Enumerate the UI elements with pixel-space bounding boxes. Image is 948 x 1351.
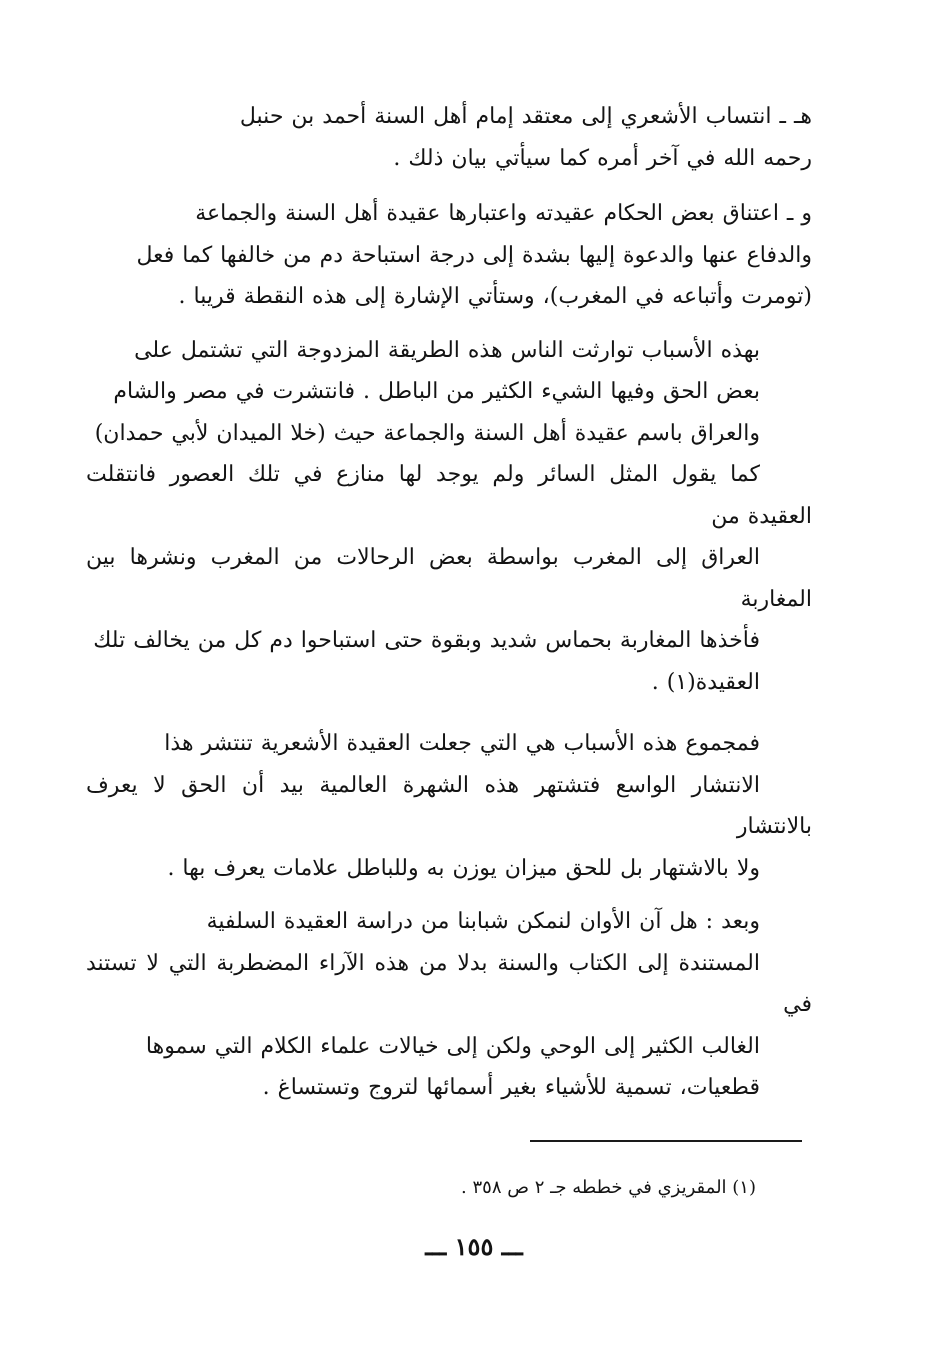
text-line: بعض الحق وفيها الشيء الكثير من الباطل . فانتشرت في مصر والشام <box>113 379 760 404</box>
text-line: رحمه الله في آخر أمره كما سيأتي بيان ذلك . <box>393 145 812 171</box>
text-line: هـ ـ انتساب الأشعري إلى معتقد إمام أهل السنة أحمد بن حنبل <box>239 104 812 129</box>
footnote: (١) المقريزي في خططه جـ ٢ ص ٣٥٨ . <box>461 1177 756 1198</box>
text-line: و ـ اعتناق بعض الحكام عقيدته واعتبارها عقيدة أهل السنة والجماعة <box>195 201 812 226</box>
text-line: وبعد : هل آن الأوان لنمكن شبابنا من دراسة العقيدة السلفية <box>206 909 760 934</box>
text-line: كما يقول المثل السائر ولم يوجد لها منازع في تلك العصور فانتقلت العقيدة من <box>86 462 812 529</box>
text-line: العقيدة(١) . <box>651 669 760 695</box>
text-line: بهذه الأسباب توارثت الناس هذه الطريقة المزدوجة التي تشتمل على <box>134 337 760 363</box>
paragraph-after <box>86 901 812 1109</box>
text-line: (تومرت وأتباعه في المغرب)، وستأتي الإشارة إلى هذه النقطة قريبا . <box>178 284 812 309</box>
footnote-divider <box>530 1140 802 1142</box>
text-line: والدفاع عنها والدعوة إليها بشدة إلى درجة استباحة دم من خالفها كما فعل <box>136 242 812 268</box>
page-number: ـــ ١٥٥ ـــ <box>425 1232 523 1261</box>
paragraph-reasons <box>86 330 812 704</box>
text-line: الغالب الكثير إلى الوحي ولكن إلى خيالات علماء الكلام التي سموها <box>145 1033 760 1059</box>
text-line: المستندة إلى الكتاب والسنة بدلا من هذه الآراء المضطربة التي لا تستند في <box>86 950 812 1017</box>
text-line: ولا بالاشتهار بل للحق ميزان يوزن به وللباطل علامات يعرف بها . <box>167 855 760 881</box>
text-line: الانتشار الواسع فتشتهر هذه الشهرة العالمية بيد أن الحق لا يعرف بالانتشار <box>86 772 812 839</box>
text-line: والعراق باسم عقيدة أهل السنة والجماعة حيث (خلا الميدان لأبي حمدان) <box>94 420 760 446</box>
main-text <box>86 96 812 1109</box>
paragraph-item-waw <box>86 193 812 318</box>
text-line: فأخذها المغاربة بحماس شديد وبقوة حتى استباحوا دم كل من يخالف تلك <box>93 628 760 653</box>
text-line: العراق إلى المغرب بواسطة بعض الرحالات من المغرب ونشرها بين المغاربة <box>86 545 812 612</box>
paragraph-summary <box>86 723 812 889</box>
text-line: قطعيات، تسمية للأشياء بغير أسمائها لتروج وتستساغ . <box>262 1075 760 1100</box>
paragraph-item-he <box>86 96 812 179</box>
text-line: فمجموع هذه الأسباب هي التي جعلت العقيدة الأشعرية تنتشر هذا <box>164 731 760 756</box>
